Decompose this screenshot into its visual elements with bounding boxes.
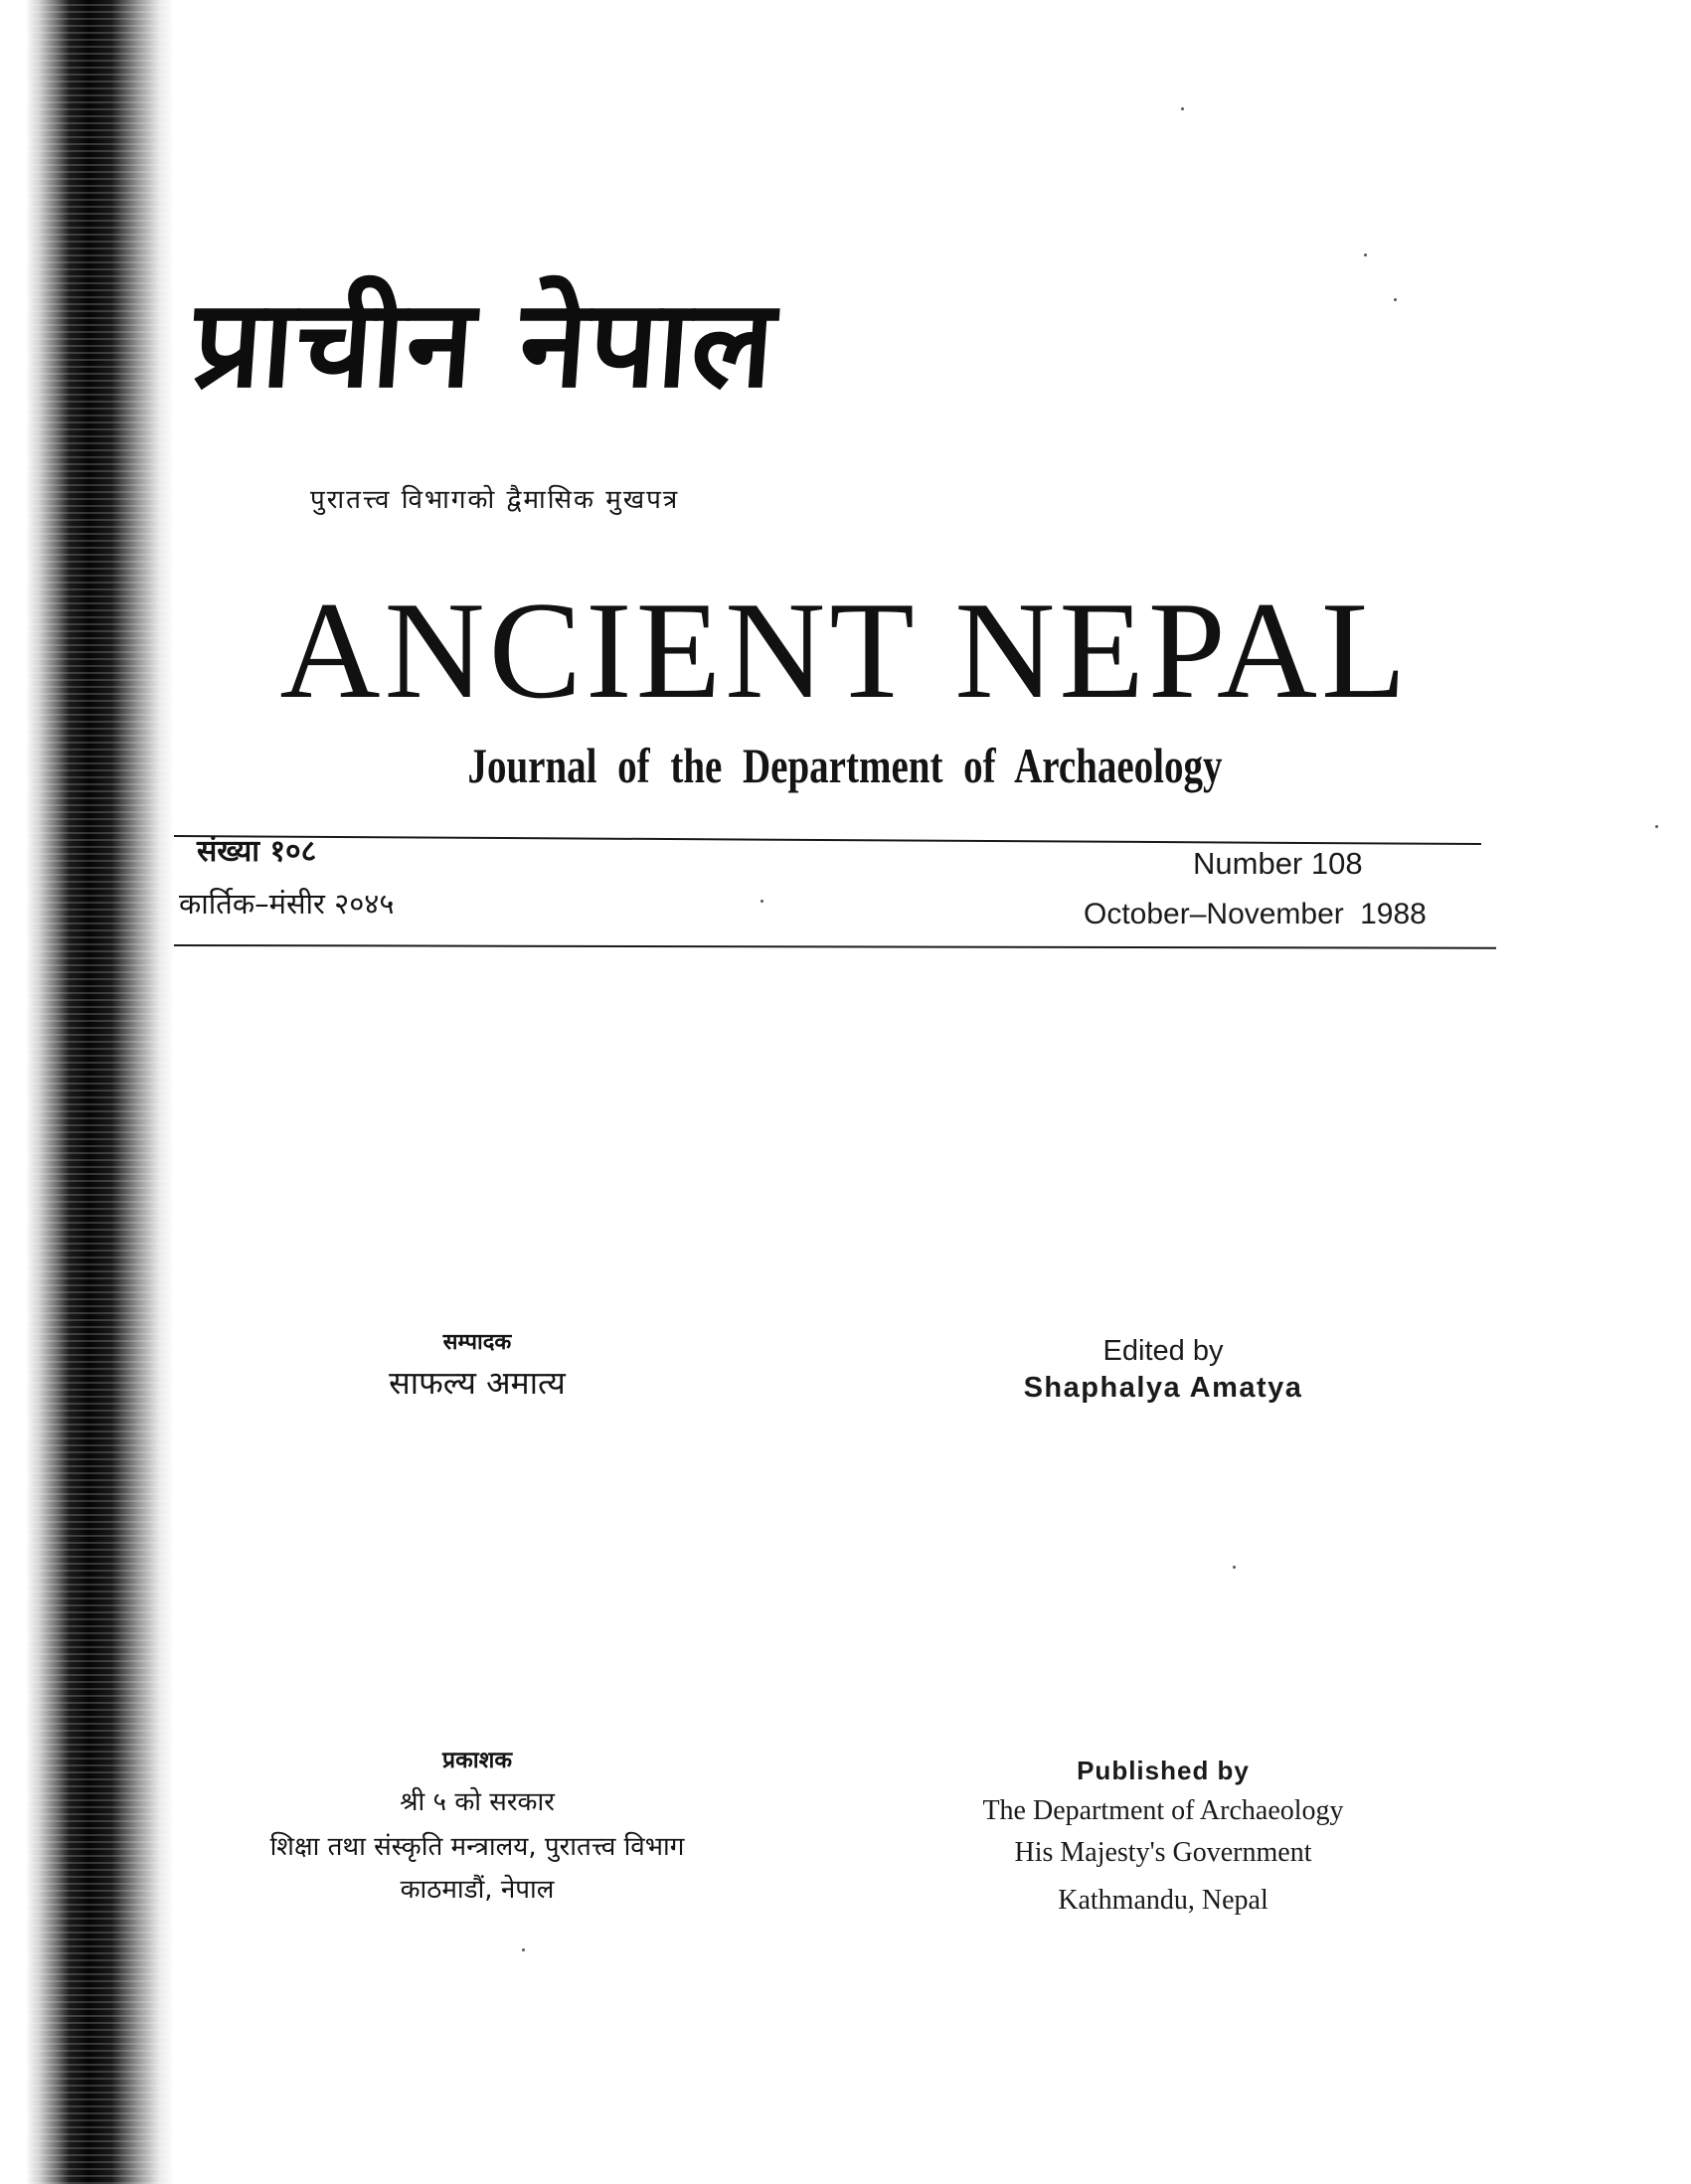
scanned-binding-edge (0, 0, 174, 2184)
journal-subtitle-english: Journal of the Department of Archaeology (467, 738, 1223, 793)
publisher-line-english: The Department of Archaeology (982, 1795, 1344, 1826)
publisher-line-nepali: काठमाडौं, नेपाल (400, 1875, 555, 1905)
scan-speck (522, 1948, 525, 1951)
publisher-label-nepali: प्रकाशक (441, 1748, 512, 1773)
editor-label-nepali: सम्पादक (442, 1330, 512, 1355)
scan-speck (1394, 298, 1397, 301)
bottom-divider-rule (174, 944, 1496, 949)
publisher-label-english: Published by (1077, 1756, 1250, 1785)
publisher-line-nepali: शिक्षा तथा संस्कृति मन्त्रालय, पुरातत्त्व विभाग (269, 1832, 685, 1862)
issue-number-nepali: संख्या १०८ (197, 834, 317, 869)
issue-date-english: October–November 1988 (1084, 898, 1427, 930)
journal-title-english: ANCIENT NEPAL (279, 574, 1411, 728)
scan-speck (1655, 825, 1658, 828)
issue-number-english: Number 108 (1193, 846, 1363, 881)
top-divider-rule (174, 835, 1481, 845)
publisher-line-english: Kathmandu, Nepal (1058, 1885, 1268, 1916)
editor-name-english: Shaphalya Amatya (1023, 1372, 1303, 1404)
scan-speck (1364, 253, 1367, 256)
journal-subtitle-nepali: पुरातत्त्व विभागको द्वैमासिक मुखपत्र (310, 485, 680, 515)
publisher-line-english: His Majesty's Government (1014, 1837, 1312, 1868)
publisher-line-nepali: श्री ५ को सरकार (400, 1787, 555, 1817)
editor-label-english: Edited by (1102, 1335, 1224, 1367)
editor-name-nepali: साफल्य अमात्य (389, 1364, 566, 1402)
issue-date-nepali: कार्तिक–मंसीर २०४५ (179, 887, 395, 921)
journal-title-nepali: प्राचीन नेपाल (189, 273, 781, 415)
scan-speck (1233, 1566, 1236, 1569)
scan-speck (1181, 107, 1184, 110)
scan-speck (761, 900, 763, 903)
